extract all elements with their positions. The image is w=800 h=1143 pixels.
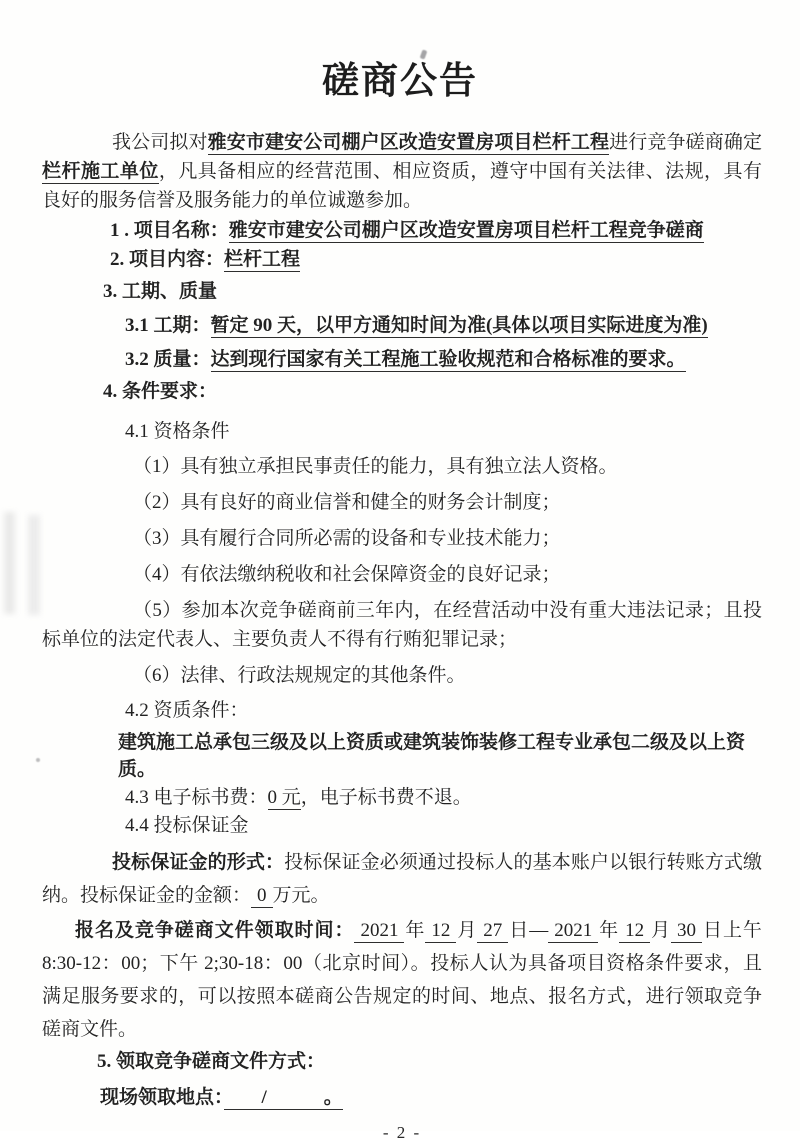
intro-mid: 进行竞争磋商确定 <box>609 132 762 153</box>
schedule-tail: 日上午 8:30-12：00；下午 2;30-18：00（北京时间）。投标人认为具备项目资格条件要求，且满足服务要求的，可以按照本磋商公告规定的时间、地点、报名方式，进行领取竞争磋商文件。 <box>42 920 762 1040</box>
schedule-sep: 日— <box>508 920 549 941</box>
schedule-paragraph <box>42 914 762 1046</box>
project-content-value: 栏杆工程 <box>224 249 301 270</box>
pickup-label: 现场领取地点： <box>100 1087 224 1108</box>
section-3-heading: 3. 工期、质量 <box>103 281 218 302</box>
schedule-month-start: 12 <box>425 920 456 943</box>
contractor-underlined: 栏杆施工单位 <box>42 161 159 182</box>
bid-fee-tail: ，电子标书费不退。 <box>300 787 472 808</box>
deposit-text: 投标保证金必须通过投标人的基本账户以银行转账方式缴纳。投标保证金的金额： <box>42 852 762 906</box>
duration-line <box>42 312 762 339</box>
project-content-line <box>42 246 762 273</box>
schedule-year-start: 2021 <box>354 920 404 943</box>
section-42-heading: 4.2 资质条件： <box>125 700 249 721</box>
qualification-item: （1）具有独立承担民事责任的能力，具有独立法人资格。 <box>133 456 618 477</box>
section-41-heading: 4.1 资格条件 <box>125 421 230 442</box>
deposit-amount: 0 <box>251 885 273 908</box>
deposit-label: 投标保证金的形式： <box>112 852 285 873</box>
project-content-label: 2. 项目内容： <box>110 249 225 270</box>
intro-tail: ，凡具备相应的经营范围、相应资质，遵守中国有关法律、法规，具有良好的服务信誉及服务能力的单位诚邀参加。 <box>42 161 762 211</box>
intro-lead: 我公司拟对 <box>112 132 208 153</box>
quality-label: 3.2 质量： <box>125 349 211 370</box>
schedule-day-end: 30 <box>671 920 702 943</box>
page-number: - 2 - <box>382 1123 422 1142</box>
bid-fee-line <box>42 784 762 811</box>
project-name-value: 雅安市建安公司棚户区改造安置房项目栏杆工程竞争磋商 <box>228 220 704 241</box>
schedule-sep: 年 <box>404 920 426 941</box>
duration-label: 3.1 工期： <box>125 315 211 336</box>
schedule-month-end: 12 <box>619 920 650 943</box>
section-4-heading: 4. 条件要求： <box>103 381 218 402</box>
bid-fee-value: 0 元 <box>267 787 301 808</box>
qualification-item: （6）法律、行政法规规定的其他条件。 <box>133 665 466 686</box>
qualification-requirement-line: 建筑施工总承包三级及以上资质或建筑装饰装修工程专业承包二级及以上资质。 <box>118 732 746 780</box>
project-name-line <box>42 217 762 244</box>
pickup-location-line <box>42 1083 762 1112</box>
page-title: 磋商公告 <box>322 61 478 102</box>
project-name-label: 1 . 项目名称： <box>110 220 229 241</box>
quality-value: 达到现行国家有关工程施工验收规范和合格标准的要求。 <box>210 349 686 370</box>
qualification-item: （4）有依法缴纳税收和社会保障资金的良好记录； <box>133 564 561 585</box>
section-5-heading: 5. 领取竞争磋商文件方式： <box>97 1051 326 1072</box>
duration-value: 暂定 90 天，以甲方通知时间为准(具体以项目实际进度为准) <box>210 315 708 336</box>
qualification-item: （3）具有履行合同所必需的设备和专业技术能力； <box>133 528 561 549</box>
intro-paragraph <box>42 128 762 215</box>
schedule-sep: 月 <box>650 920 672 941</box>
bid-fee-label: 4.3 电子标书费： <box>125 787 268 808</box>
schedule-day-start: 27 <box>477 920 508 943</box>
schedule-sep: 年 <box>598 920 620 941</box>
section-44-heading: 4.4 投标保证金 <box>125 815 249 836</box>
quality-line <box>42 346 762 373</box>
document-body <box>0 128 800 1143</box>
schedule-label: 报名及竞争磋商文件领取时间： <box>75 920 355 941</box>
qualification-item: （2）具有良好的商业信誉和健全的财务会计制度； <box>133 492 561 513</box>
deposit-tail: 万元。 <box>272 885 330 906</box>
project-name-underlined: 雅安市建安公司棚户区改造安置房项目栏杆工程 <box>207 132 610 153</box>
schedule-sep: 月 <box>456 920 478 941</box>
qualification-item: （5）参加本次竞争磋商前三年内，在经营活动中没有重大违法记录；且投标单位的法定代表人、主要负责人不得有行贿犯罪记录； <box>42 600 762 650</box>
pickup-blank-value: / 。 <box>223 1087 343 1108</box>
deposit-paragraph <box>42 846 762 912</box>
schedule-year-end: 2021 <box>548 920 598 943</box>
